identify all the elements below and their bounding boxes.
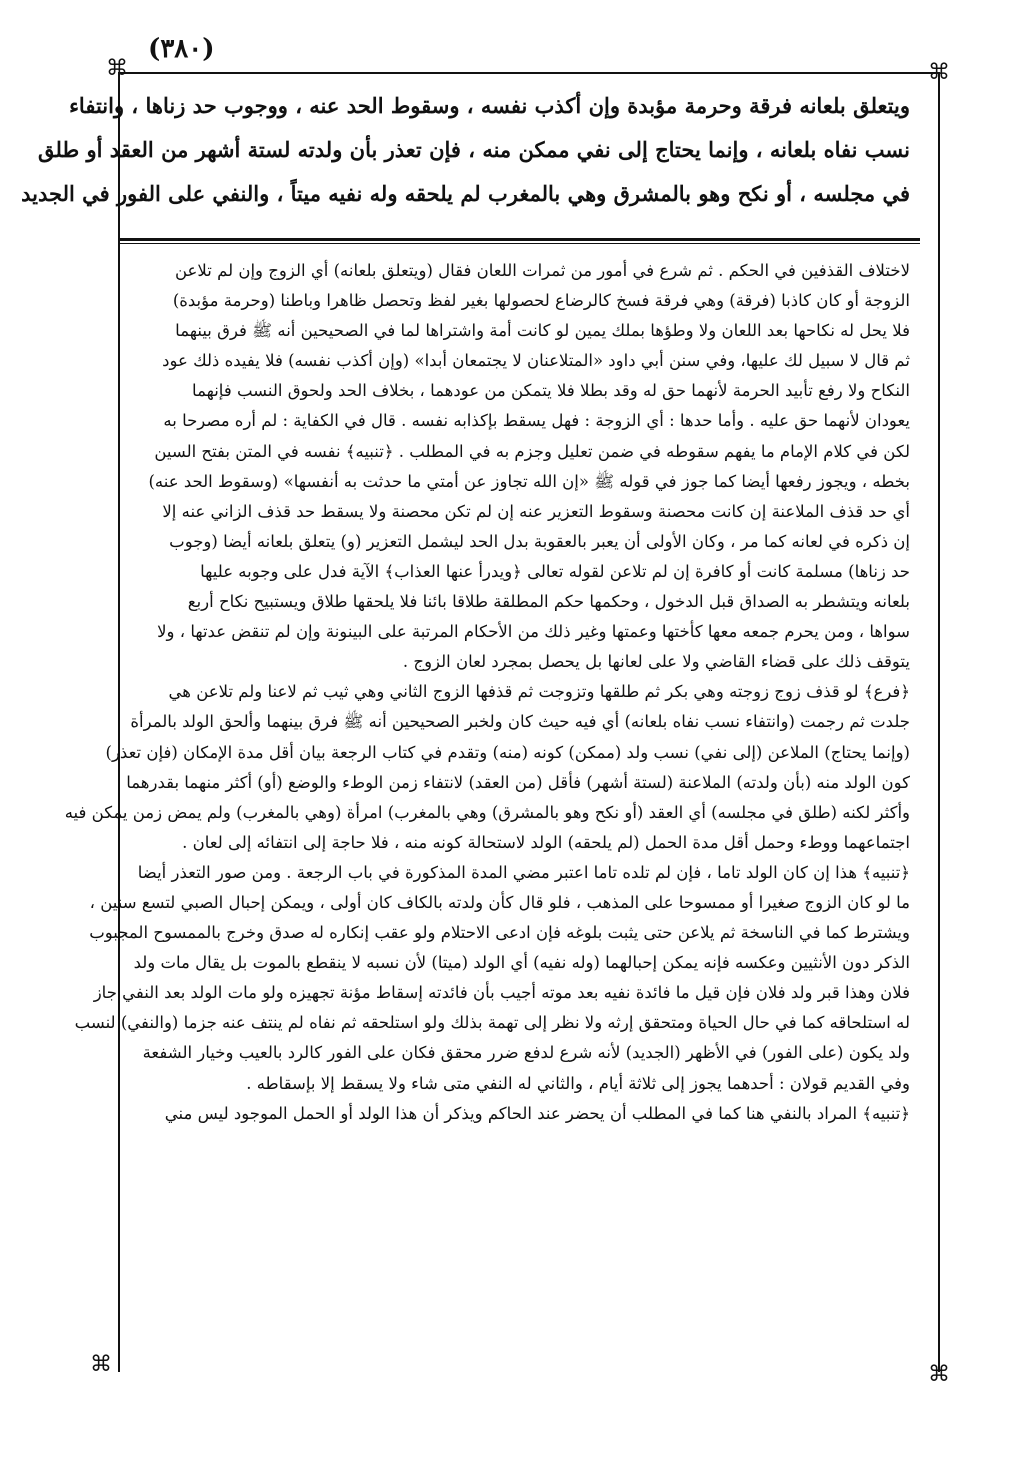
sharh-line: فلان وهذا قبر ولد فلان فإن قيل ما فائدة نفيه بعد موته أجيب بأن فائدته إسقاط مؤنة تجهيزه ولو مات الولد بعد النفي جاز	[93, 983, 910, 1003]
sharh-line: الذكر دون الأنثيين وعكسه فإنه يمكن إحبالهما (وله نفيه) أي الولد (ميتا) لأن نسبه لا ينقطع بالموت بل يقال مات ولد	[133, 953, 910, 973]
frame-right-line	[938, 72, 940, 1372]
sharh-line: ولد يكون (على الفور) في الأظهر (الجديد) لأنه شرع لدفع ضرر محقق فكان على الفور كالرد بالعيب وخيار الشفعة	[142, 1043, 910, 1063]
sharh-line: الزوجة أو كان كاذبا (فرقة) وهي فرقة فسخ كالرضاع لحصولها بغير لفظ وتحصل ظاهرا وباطنا (وحرمة مؤبدة)	[172, 291, 910, 311]
sharh-line: يعودان لأنهما حق عليه . وأما حدها : أي الزوجة : فهل يسقط بإكذابه نفسه . قال في الكفاية : لم أره مصرحا به	[163, 411, 910, 431]
sharh-line: وفي القديم قولان : أحدهما يجوز إلى ثلاثة أيام ، والثاني له النفي متى شاء ولا يسقط إلا بإسقاطه .	[246, 1073, 910, 1093]
sharh-line: إن ذكره في لعانه كما مر ، وكان الأولى أن يعبر بالعقوبة بدل الحد ليشمل التعزير (و) يتعلق بلعانه أيضا (وجوب	[169, 531, 910, 551]
frame-top-line	[118, 72, 940, 74]
sharh-line: (وإنما يحتاج) الملاعن (إلى نفي) نسب ولد (ممكن) كونه (منه) وتقدم في كتاب الرجعة بيان أقل مدة الإمكان (فإن تعذر)	[105, 742, 910, 762]
sharh-line: اجتماعهما ووطء وحمل أقل مدة الحمل (لم يلحقه) الولد لاستحالة كونه منه ، فلا حاجة إلى انتفائه إلى لعان .	[182, 832, 910, 852]
sharh-line: ﴿تنبيه﴾ المراد بالنفي هنا كما في المطلب أن يحضر عند الحاكم ويذكر أن هذا الولد أو الحمل الموجود ليس مني	[164, 1103, 910, 1123]
matn-text-block	[21, 84, 910, 216]
matn-line: ويتعلق بلعانه فرقة وحرمة مؤبدة وإن أكذب نفسه ، وسقوط الحد عنه ، ووجوب حد زناها ، وانتفاء	[69, 93, 910, 118]
sharh-line: بخطه ، ويجوز رفعها أيضا كما جوز في قوله ﷺ «إن الله تجاوز عن أمتي ما حدثت به أنفسها» (وسقوط الحد عنه)	[148, 471, 910, 491]
sharh-line: ويشترط كما في الناسخة ثم يلاعن حتى يثبت بلوغه فإن ادعى الاحتلام ولو عقب إنكاره له صدق وخرج بالممسوح المجبوب	[89, 923, 910, 943]
sharh-line: له استلحاقه كما في حال الحياة ومتحقق إرثه ولا نظر إلى تهمة بذلك ولو استلحقه ثم نفاه لم ينتف عنه جزما (والنفي) لنسب	[74, 1013, 910, 1033]
sharh-line: حد زناها) مسلمة كانت أو كافرة إن لم تلاعن لقوله تعالى ﴿ويدرأ عنها العذاب﴾ الآية فدل على وجوبه عليها	[200, 561, 910, 581]
sharh-line: أي حد قذف الملاعنة إن كانت محصنة وسقوط التعزير عنه إن لم تكن محصنة ولا يسقط حد قذف الزاني عنه إلا	[162, 501, 910, 521]
sharh-line: كون الولد منه (بأن ولدته) الملاعنة (لستة أشهر) فأقل (من العقد) لانتفاء زمن الوطء والوضع (أو) أكثر منهما بقدرهما	[126, 772, 910, 792]
sharh-line: ما لو كان الزوج صغيرا أو ممسوحا على المذهب ، فلو قال كأن ولدته بالكاف كان أولى ، ويمكن إحبال الصبي لتسع سنين ،	[89, 892, 910, 912]
sharh-line: ﴿فرع﴾ لو قذف زوج زوجته وهي بكر ثم طلقها وتزوجت ثم قذفها الزوج الثاني وهي ثيب ثم لاعنا ولم تلاعن هي	[168, 682, 910, 702]
ornament-top-right-icon: ⌘	[928, 60, 950, 85]
sharh-line: ﴿تنبيه﴾ هذا إن كان الولد تاما ، فإن لم تلده تاما اعتبر مضي المدة المذكورة في باب الرجعة . ومن صور التعذر أيضا	[137, 862, 910, 882]
sharh-line: لكن في كلام الإمام ما يفهم سقوطه في ضمن تعليل وجزم به في المطلب . ﴿تنبيه﴾ نفسه في المتن بفتح السين	[154, 441, 910, 461]
sharh-line: لاختلاف القذفين في الحكم . ثم شرع في أمور من ثمرات اللعان فقال (ويتعلق بلعانه) أي الزوج وإن لم تلاعن	[175, 261, 910, 280]
page-number: (٣٨٠)	[148, 34, 215, 64]
ornament-bottom-right-icon: ⌘	[928, 1362, 950, 1387]
sharh-line: يتوقف ذلك على قضاء القاضي ولا على لعانها بل يحصل بمجرد لعان الزوج .	[402, 652, 910, 672]
ornament-bottom-left-icon: ⌘	[90, 1352, 112, 1377]
sharh-line: جلدت ثم رجمت (وانتفاء نسب نفاه بلعانه) أي فيه حيث كان ولخبر الصحيحين أنه ﷺ فرق بينهما وألحق الولد بالمرأة	[130, 712, 910, 732]
sharh-line: بلعانه ويتشطر به الصداق قبل الدخول ، وحكمها حكم المطلقة طلاقا بائنا فلا يلحقها طلاق ويستبيح نكاح أربع	[187, 592, 910, 612]
ornament-top-left-icon: ⌘	[106, 56, 128, 81]
sharh-line: النكاح ولا رفع تأبيد الحرمة لأنهما حق له وقد بطلا فلا يتمكن من عودهما ، بخلاف الحد ولحوق النسب فإنهما	[192, 381, 910, 401]
sharh-text-block	[64, 256, 910, 1129]
matn-line: في مجلسه ، أو نكح وهو بالمشرق وهي بالمغرب لم يلحقه وله نفيه ميتاً ، والنفي على الفور في الجديد	[21, 181, 910, 206]
matn-line: نسب نفاه بلعانه ، وإنما يحتاج إلى نفي ممكن منه ، فإن تعذر بأن ولدته لستة أشهر من العقد أو طلق	[37, 137, 910, 162]
sharh-line: وأكثر لكنه (طلق في مجلسه) أي العقد (أو نكح وهو بالمشرق) وهي بالمغرب) امرأة (وهي بالمغرب) ولم يمض زمن يمكن فيه	[64, 802, 910, 822]
sharh-line: سواها ، ومن يحرم جمعه معها كأختها وعمتها وغير ذلك من الأحكام المرتبة على البينونة وإن لم تنقض عدتها ، ولا	[157, 622, 910, 642]
section-separator-top	[118, 238, 920, 241]
sharh-line: فلا يحل له نكاحها بعد اللعان ولا وطؤها بملك يمين لو كانت أمة واشتراها لما في الصحيحين أنه ﷺ فرق بينهما	[175, 321, 910, 341]
frame-left-line	[118, 72, 120, 1372]
sharh-line: ثم قال لا سبيل لك عليها، وفي سنن أبي داود «المتلاعنان لا يجتمعان أبدا» (وإن أكذب نفسه) فلا يفيده ذلك عود	[162, 351, 910, 371]
section-separator-bottom	[118, 243, 920, 244]
